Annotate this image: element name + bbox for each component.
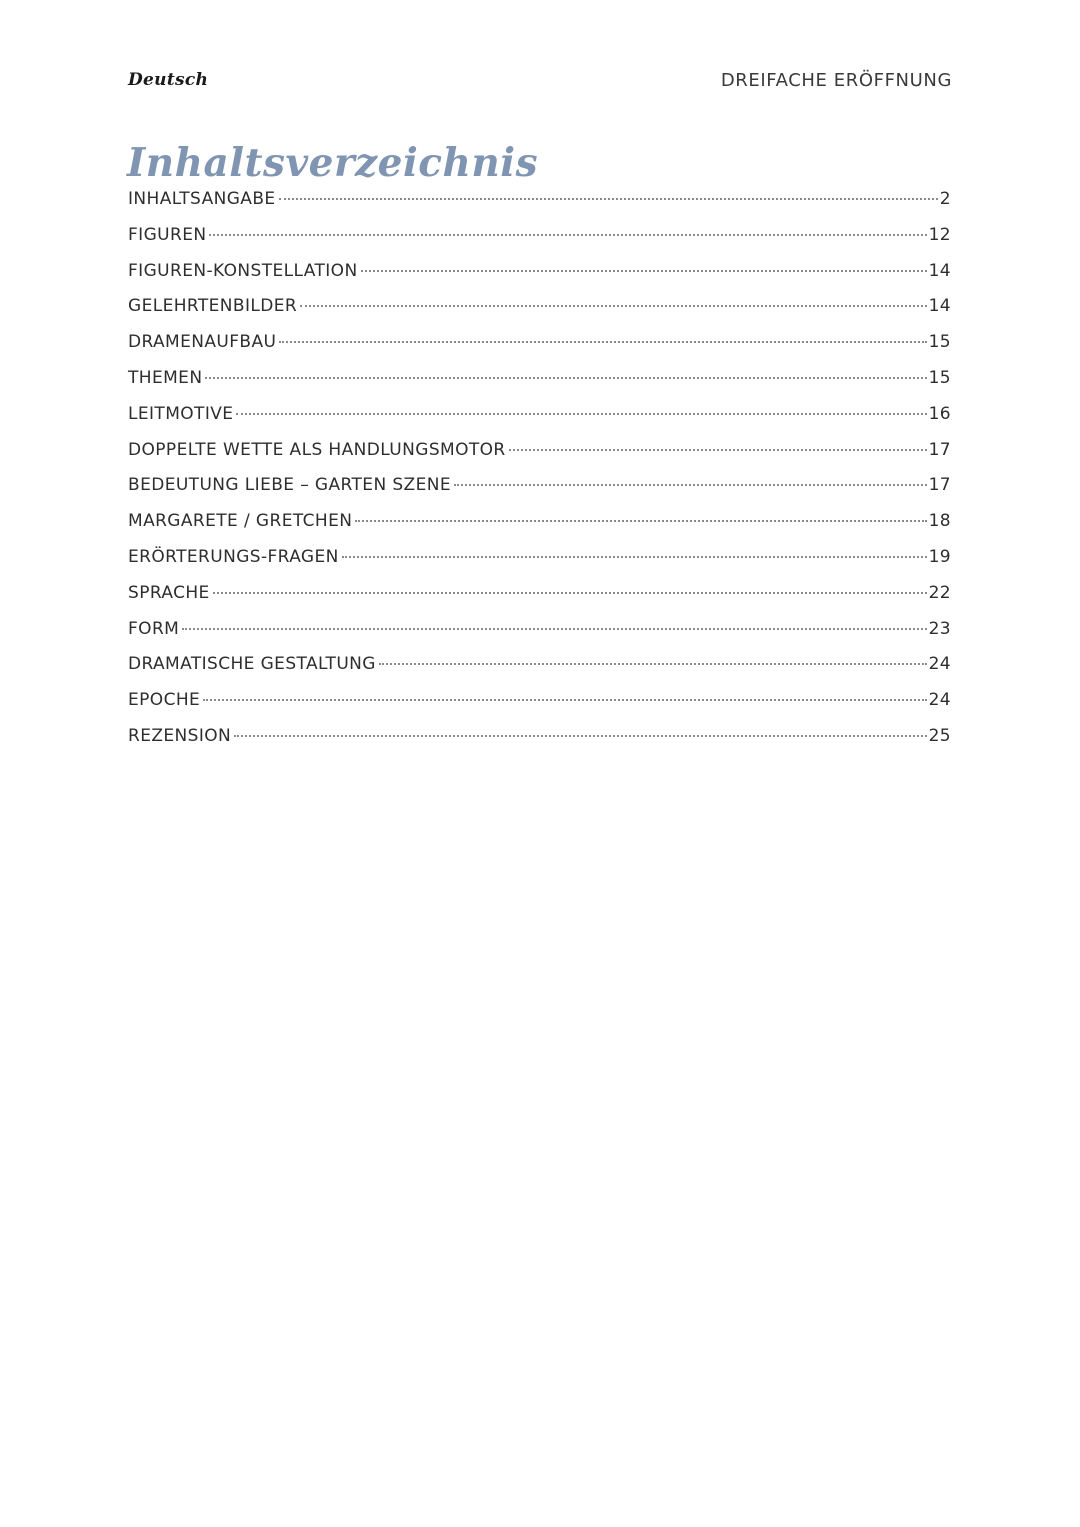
toc-entry[interactable] xyxy=(128,475,951,511)
toc-entry-page: 2 xyxy=(939,189,951,209)
toc-entry-page: 14 xyxy=(928,260,951,281)
toc-entry[interactable] xyxy=(128,332,951,368)
toc-dot-leader xyxy=(213,592,927,594)
toc-entry[interactable] xyxy=(128,296,951,332)
toc-dot-leader xyxy=(209,234,926,236)
toc-entry-label: ERÖRTERUNGS-FRAGEN xyxy=(128,546,339,567)
toc-entry[interactable] xyxy=(128,404,951,440)
toc-entry-label: BEDEUTUNG LIEBE – GARTEN SZENE xyxy=(128,475,451,496)
toc-entry-label: REZENSION xyxy=(128,725,232,746)
toc-dot-leader xyxy=(454,484,927,486)
toc-dot-leader xyxy=(279,198,938,200)
toc-entry-page: 17 xyxy=(928,475,951,496)
toc-dot-leader xyxy=(234,735,926,737)
toc-entry-label: DRAMENAUFBAU xyxy=(128,332,277,353)
toc-dot-leader xyxy=(509,449,927,451)
toc-entry-label: FORM xyxy=(128,618,180,639)
header-document-title: DREIFACHE ERÖFFNUNG xyxy=(720,70,952,91)
toc-entry-label: DOPPELTE WETTE ALS HANDLUNGSMOTOR xyxy=(128,439,506,460)
toc-entry-page: 18 xyxy=(928,511,951,532)
toc-entry-page: 16 xyxy=(928,403,951,424)
toc-entry-page: 17 xyxy=(928,439,951,460)
toc-entry-label: SPRACHE xyxy=(128,582,210,603)
toc-entry[interactable] xyxy=(128,583,951,619)
toc-entry-label: LEITMOTIVE xyxy=(128,403,234,424)
toc-entry[interactable] xyxy=(128,511,951,547)
toc-dot-leader xyxy=(182,628,926,630)
toc-dot-leader xyxy=(279,341,926,343)
toc-entry[interactable] xyxy=(128,547,951,583)
toc-entry[interactable] xyxy=(128,368,951,404)
toc-entry-label: MARGARETE / GRETCHEN xyxy=(128,511,353,532)
toc-entry-label: GELEHRTENBILDER xyxy=(128,296,298,317)
header-subject: Deutsch xyxy=(128,70,209,90)
toc-heading: Inhaltsverzeichnis xyxy=(127,140,539,186)
toc-dot-leader xyxy=(355,520,926,522)
toc-dot-leader xyxy=(361,270,927,272)
toc-entry-page: 19 xyxy=(928,546,951,567)
toc-entry[interactable] xyxy=(128,189,951,225)
toc-entry[interactable] xyxy=(128,440,951,476)
toc-entry-page: 22 xyxy=(928,582,951,603)
toc-entry-page: 15 xyxy=(928,332,951,353)
toc-entry-label: FIGUREN-KONSTELLATION xyxy=(128,260,358,281)
toc-entry-page: 25 xyxy=(928,725,951,746)
toc-dot-leader xyxy=(379,663,927,665)
toc-entry-page: 12 xyxy=(928,224,951,245)
toc-entry-label: INHALTSANGABE xyxy=(128,189,276,209)
toc-dot-leader xyxy=(342,556,927,558)
toc-entry-page: 24 xyxy=(928,654,951,675)
toc-entry[interactable] xyxy=(128,654,951,690)
toc-entry-page: 14 xyxy=(928,296,951,317)
toc-entry-page: 23 xyxy=(928,618,951,639)
toc-entry-label: FIGUREN xyxy=(128,224,207,245)
toc-dot-leader xyxy=(203,699,926,701)
table-of-contents xyxy=(128,189,951,762)
toc-entry[interactable] xyxy=(128,726,951,762)
toc-entry[interactable] xyxy=(128,225,951,261)
toc-dot-leader xyxy=(300,305,926,307)
toc-dot-leader xyxy=(236,413,926,415)
toc-entry[interactable] xyxy=(128,261,951,297)
toc-entry-label: DRAMATISCHE GESTALTUNG xyxy=(128,654,376,675)
toc-entry-label: THEMEN xyxy=(128,367,203,388)
toc-entry[interactable] xyxy=(128,619,951,655)
toc-entry-label: EPOCHE xyxy=(128,690,201,711)
toc-entry-page: 15 xyxy=(928,367,951,388)
toc-entry-page: 24 xyxy=(928,690,951,711)
toc-entry[interactable] xyxy=(128,690,951,726)
toc-dot-leader xyxy=(205,377,926,379)
